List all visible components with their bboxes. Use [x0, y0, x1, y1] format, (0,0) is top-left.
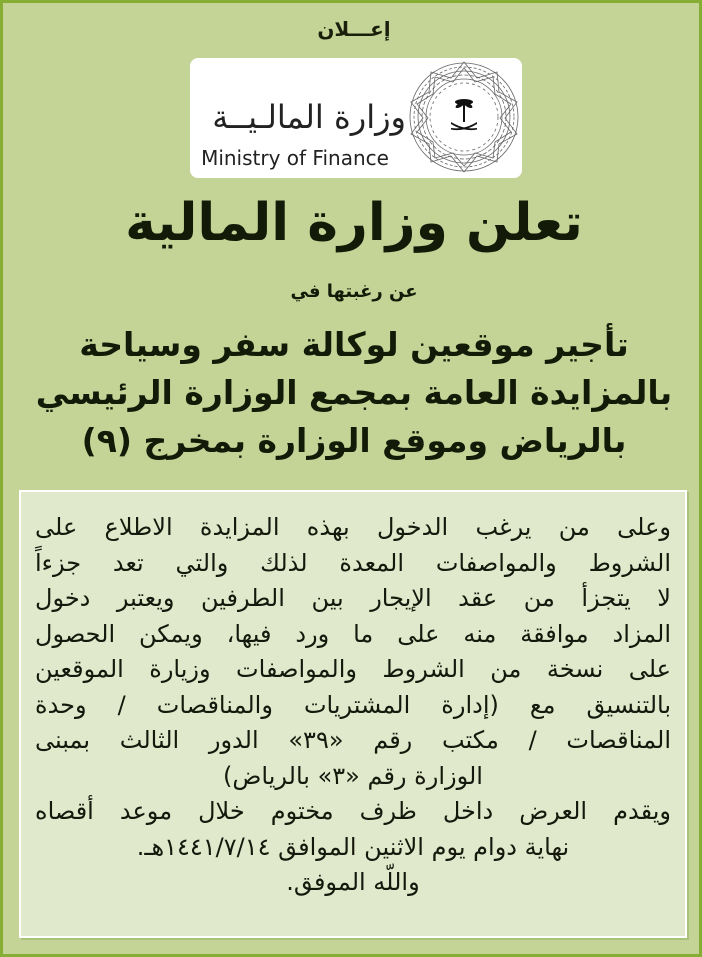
ministry-logo	[190, 58, 522, 178]
tender-title	[3, 321, 702, 465]
details-line: المناقصات / مكتب رقم «٣٩» الدور الثالث بمبنى	[35, 726, 671, 754]
details-line: على نسخة من الشروط والمواصفات وزيارة الموقعين	[35, 655, 671, 683]
details-line: ويقدم العرض داخل ظرف مختوم خلال موعد أقصاه	[35, 797, 671, 825]
details-line: واللّه الموفق.	[286, 868, 420, 896]
details-line: نهاية دوام يوم الاثنين الموافق ١٤٤١/٧/١٤هـ.	[136, 832, 570, 861]
details-line: لا يتجزأ من عقد الإيجار بين الطرفين ويعتبر دخول	[35, 584, 671, 612]
details-box	[19, 490, 687, 938]
details-line: المزاد موافقة منه على ما ورد فيها، ويمكن الحصول	[35, 619, 671, 648]
details-text	[35, 510, 671, 901]
details-line: الشروط والمواصفات المعدة لذلك والتي تعد جزءاً	[35, 548, 671, 577]
logo-english-name: Ministry of Finance	[201, 146, 389, 170]
title-line: تأجير موقعين لوكالة سفر وسياحة	[79, 325, 629, 364]
details-line: الوزارة رقم «٣» بالرياض)	[223, 761, 483, 790]
details-line: بالتنسيق مع (إدارة المشتريات والمناقصات / وحدة	[35, 690, 671, 719]
title-line: بالرياض وموقع الوزارة بمخرج (٩)	[81, 421, 627, 460]
logo-arabic-name: وزارة المالـيــة	[212, 98, 406, 136]
subheading: عن رغبتها في	[290, 281, 418, 302]
saudi-emblem-icon	[405, 58, 523, 176]
headline: تعلن وزارة المالية	[125, 193, 583, 253]
title-line: بالمزايدة العامة بمجمع الوزارة الرئيسي	[35, 373, 673, 412]
announcement-label: إعـــلان	[317, 17, 391, 41]
details-line: وعلى من يرغب الدخول بهذه المزايدة الاطلاع على	[35, 513, 671, 541]
